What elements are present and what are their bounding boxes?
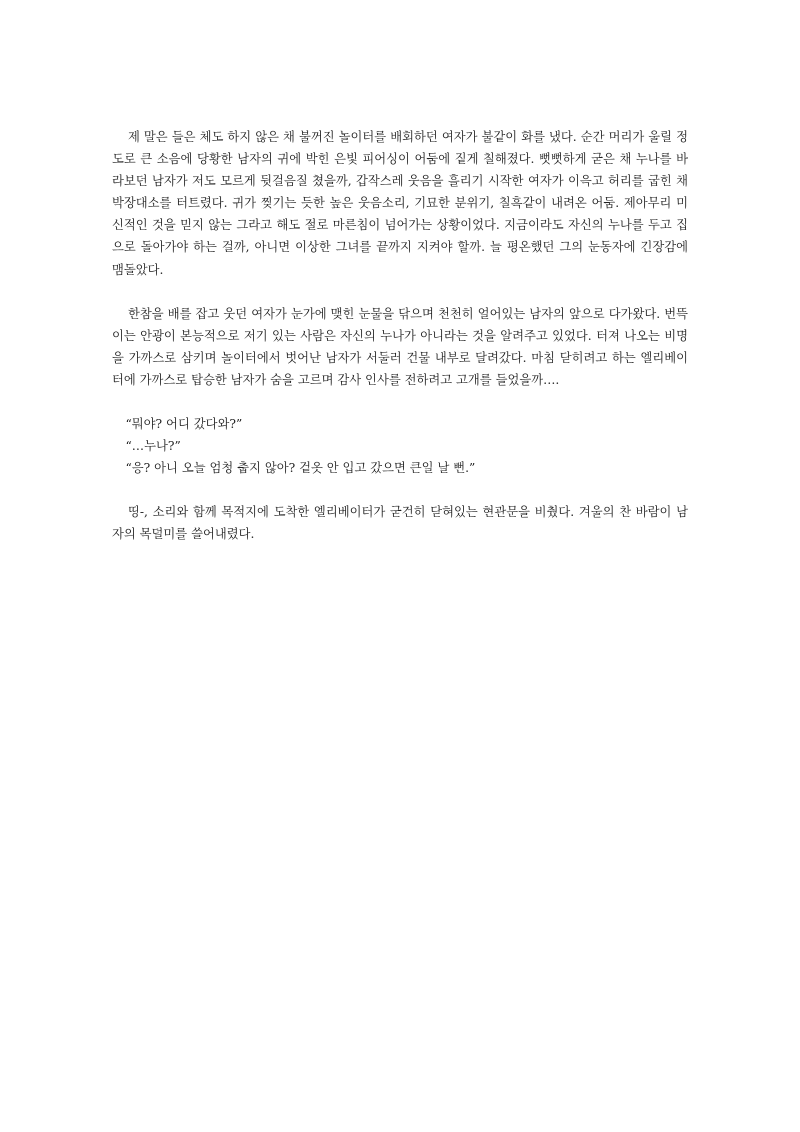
paragraph-2: 한참을 배를 잡고 웃던 여자가 눈가에 맺힌 눈물을 닦으며 천천히 얼어있는 남자의 앞으로 다가왔다. 번뜩이는 안광이 본능적으로 저기 있는 사람은 자신의 누나가 아니라는 것을 알려주고 있었다. 터져 나오는 비명을 가까스로 삼키며 놀이터에서 벗어난 남자가 서둘러 건물 내부로 달려갔다. 마침 닫히려고 하는 엘리베이터에 가까스로 탑승한 남자가 숨을 고르며 감사 인사를 전하려고 고개를 들었을까…. bbox=[112, 306, 688, 387]
paragraph-1: 제 말은 들은 체도 하지 않은 채 불꺼진 놀이터를 배회하던 여자가 불같이 화를 냈다. 순간 머리가 울릴 정도로 큰 소음에 당황한 남자의 귀에 박힌 은빛 피어싱이 어둠에 짙게 칠해졌다. 뻣뻣하게 굳은 채 누나를 바라보던 남자가 저도 모르게 뒷걸음질 쳤을까, 갑작스레 웃음을 흘리기 시작한 여자가 이윽고 허리를 굽힌 채 박장대소를 터트렸다. 귀가 찢기는 듯한 높은 웃음소리, 기묘한 분위기, 칠흑같이 내려온 어둠. 제아무리 미신적인 것을 믿지 않는 그라고 해도 절로 마른침이 넘어가는 상황이었다. 지금이라도 자신의 누나를 두고 집으로 돌아가야 하는 걸까, 아니면 이상한 그녀를 끝까지 지켜야 할까. 늘 평온했던 그의 눈동자에 긴장감에 맴돌았다. bbox=[112, 130, 688, 277]
paragraph-closing: 띵-, 소리와 함께 목적지에 도착한 엘리베이터가 굳건히 닫혀있는 현관문을 비췄다. 겨울의 찬 바람이 남자의 목덜미를 쓸어내렸다. bbox=[112, 505, 688, 542]
paragraph-spacer bbox=[112, 391, 688, 413]
dialogue-line-3: “응? 아니 오늘 엄청 춥지 않아? 겉옷 안 입고 갔으면 큰일 날 뻔.” bbox=[125, 461, 476, 476]
dialogue-block bbox=[112, 413, 688, 479]
document-body bbox=[112, 126, 688, 546]
paragraph-spacer bbox=[112, 281, 688, 303]
dialogue-line-2: “…누나?” bbox=[125, 439, 181, 454]
paragraph-spacer bbox=[112, 479, 688, 501]
dialogue-line-1: “뭐야? 어디 갔다와?” bbox=[125, 417, 243, 432]
